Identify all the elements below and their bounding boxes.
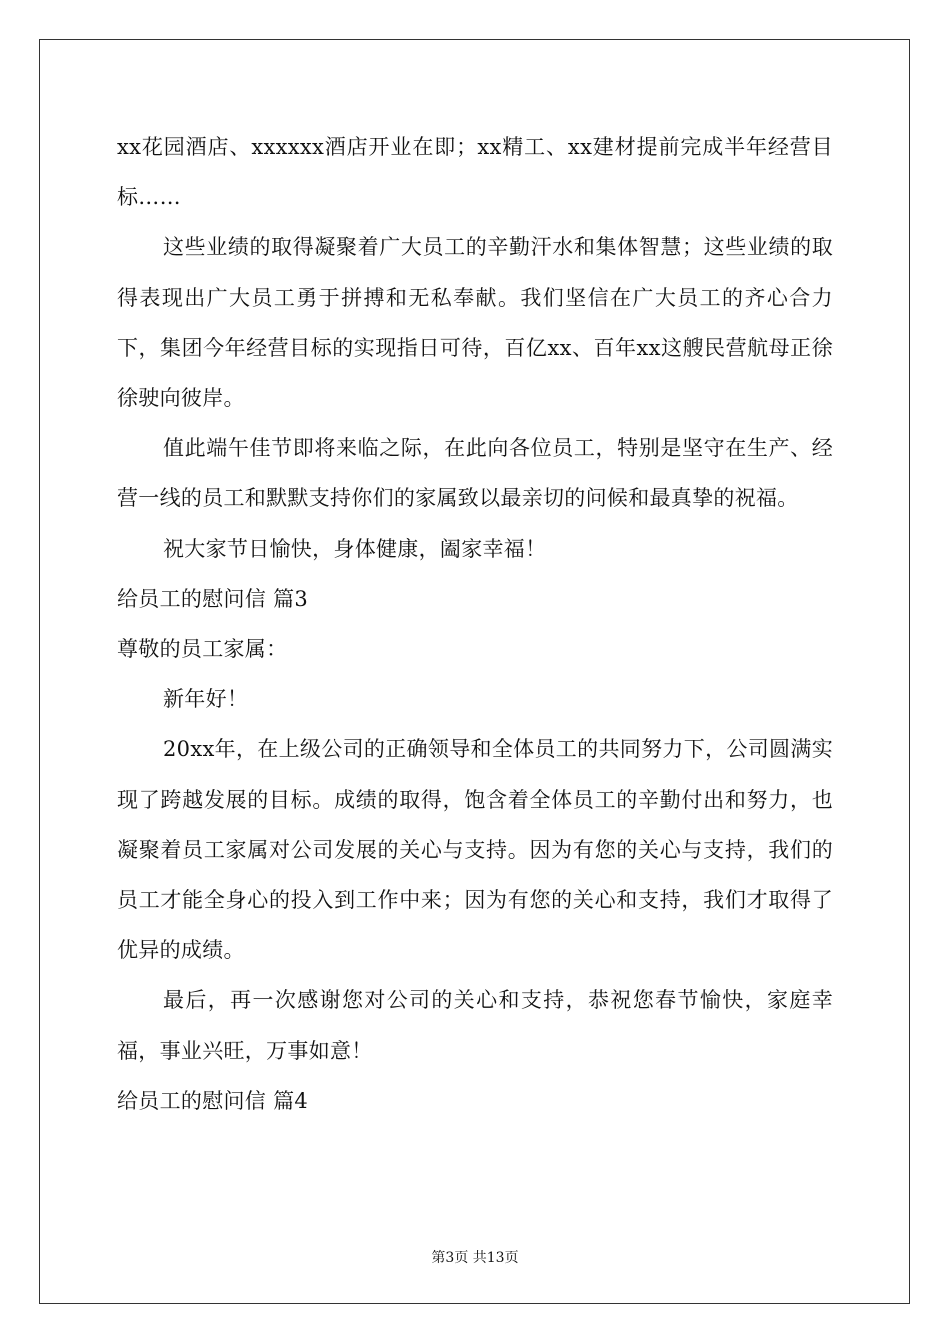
paragraph-body: 20xx年，在上级公司的正确领导和全体员工的共同努力下，公司圆满实现了跨越发展的目标。成绩的取得，饱含着全体员工的辛勤付出和努力，也凝聚着员工家属对公司发展的关心与支持。因为有您的关心与支持，我们的员工才能全身心的投入到工作中来；因为有您的关心和支持，我们才取得了优异的成绩。 — [117, 737, 833, 963]
paragraph-4: 祝大家节日愉快，身体健康，阖家幸福！ — [163, 536, 547, 561]
paragraph-2: 这些业绩的取得凝聚着广大员工的辛勤汗水和集体智慧；这些业绩的取得表现出广大员工勇于拼搏和无私奉献。我们坚信在广大员工的齐心合力下，集团今年经营目标的实现指日可待，百亿xx、百年xx这艘民营航母正徐徐驶向彼岸。 — [117, 235, 833, 411]
greeting: 新年好！ — [163, 687, 249, 712]
salutation: 尊敬的员工家属： — [117, 637, 288, 662]
paragraph-1: xx花园酒店、xxxxxx酒店开业在即；xx精工、xx建材提前完成半年经营目标…… — [117, 135, 833, 210]
page-number-footer: 第3页 共13页 — [431, 1250, 519, 1266]
paragraph-3: 值此端午佳节即将来临之际，在此向各位员工，特别是坚守在生产、经营一线的员工和默默支持你们的家属致以最亲切的问候和最真挚的祝福。 — [117, 436, 833, 511]
paragraph-closing: 最后，再一次感谢您对公司的关心和支持，恭祝您春节愉快，家庭幸福，事业兴旺，万事如意！ — [117, 988, 833, 1063]
section-heading-3: 给员工的慰问信 篇3 — [117, 586, 309, 611]
document-body — [117, 122, 833, 1126]
section-heading-4: 给员工的慰问信 篇4 — [117, 1088, 309, 1113]
